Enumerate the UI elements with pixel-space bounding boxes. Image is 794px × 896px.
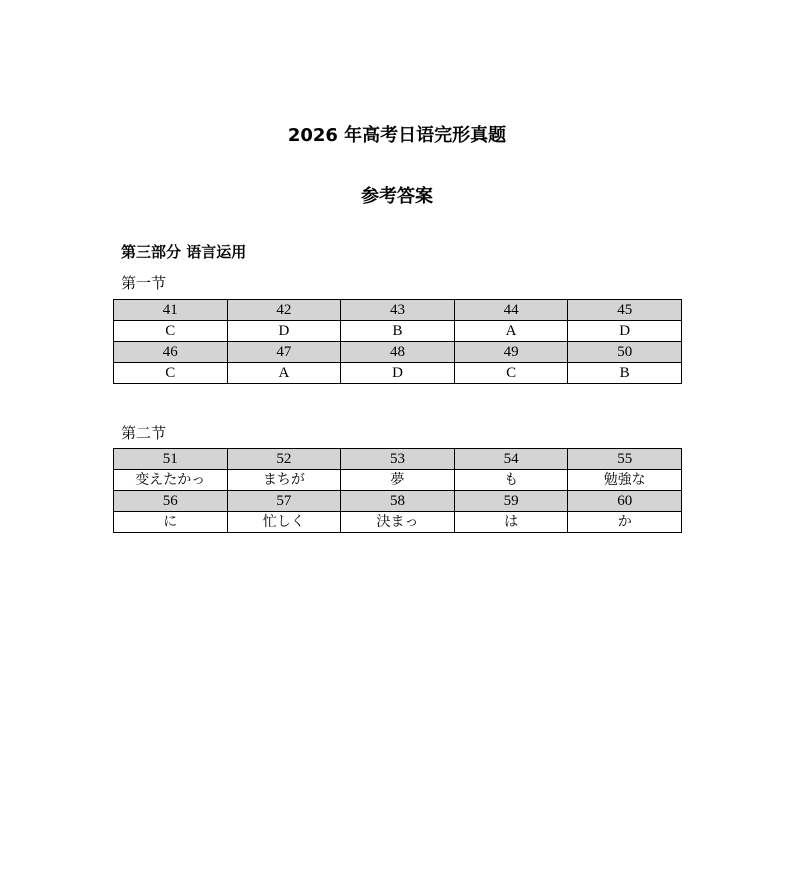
answer-cell: A [227, 363, 341, 384]
answer-cell: D [341, 363, 455, 384]
question-number: 45 [568, 300, 682, 321]
question-number: 49 [454, 342, 568, 363]
question-number-row [114, 491, 682, 512]
question-number: 50 [568, 342, 682, 363]
section-1-answer-table [113, 299, 682, 384]
question-number: 48 [341, 342, 455, 363]
question-number: 53 [341, 449, 455, 470]
answer-key-subtitle: 参考答案 [361, 186, 433, 207]
answer-cell: C [114, 321, 228, 342]
document-title: 2026 年高考日语完形真题 [287, 125, 507, 146]
answer-cell: 勉強な [568, 470, 682, 491]
answer-cell: C [114, 363, 228, 384]
question-number: 46 [114, 342, 228, 363]
question-number: 55 [568, 449, 682, 470]
question-number: 42 [227, 300, 341, 321]
answer-cell: A [454, 321, 568, 342]
answer-cell: に [114, 512, 228, 533]
question-number-row [114, 449, 682, 470]
answer-cell: 夢 [341, 470, 455, 491]
answer-cell: 忙しく [227, 512, 341, 533]
question-number: 43 [341, 300, 455, 321]
question-number: 56 [114, 491, 228, 512]
answer-cell: 变えたかっ [114, 470, 228, 491]
answer-row [114, 363, 682, 384]
answer-cell: も [454, 470, 568, 491]
answer-cell: D [227, 321, 341, 342]
question-number: 60 [568, 491, 682, 512]
answer-cell: は [454, 512, 568, 533]
question-number: 41 [114, 300, 228, 321]
answer-row [114, 321, 682, 342]
question-number: 47 [227, 342, 341, 363]
section-1-heading: 第一节 [121, 274, 167, 292]
question-number: 52 [227, 449, 341, 470]
answer-cell: まちが [227, 470, 341, 491]
answer-cell: 決まっ [341, 512, 455, 533]
question-number-row [114, 300, 682, 321]
answer-cell: D [568, 321, 682, 342]
question-number: 44 [454, 300, 568, 321]
answer-row [114, 512, 682, 533]
question-number: 58 [341, 491, 455, 512]
answer-cell: か [568, 512, 682, 533]
answer-cell: C [454, 363, 568, 384]
question-number-row [114, 342, 682, 363]
answer-cell: B [568, 363, 682, 384]
question-number: 51 [114, 449, 228, 470]
question-number: 54 [454, 449, 568, 470]
section-2-answer-table [113, 448, 682, 533]
section-2-heading: 第二节 [121, 424, 167, 442]
answer-cell: B [341, 321, 455, 342]
question-number: 59 [454, 491, 568, 512]
question-number: 57 [227, 491, 341, 512]
answer-row [114, 470, 682, 491]
part-heading: 第三部分 语言运用 [121, 243, 247, 261]
